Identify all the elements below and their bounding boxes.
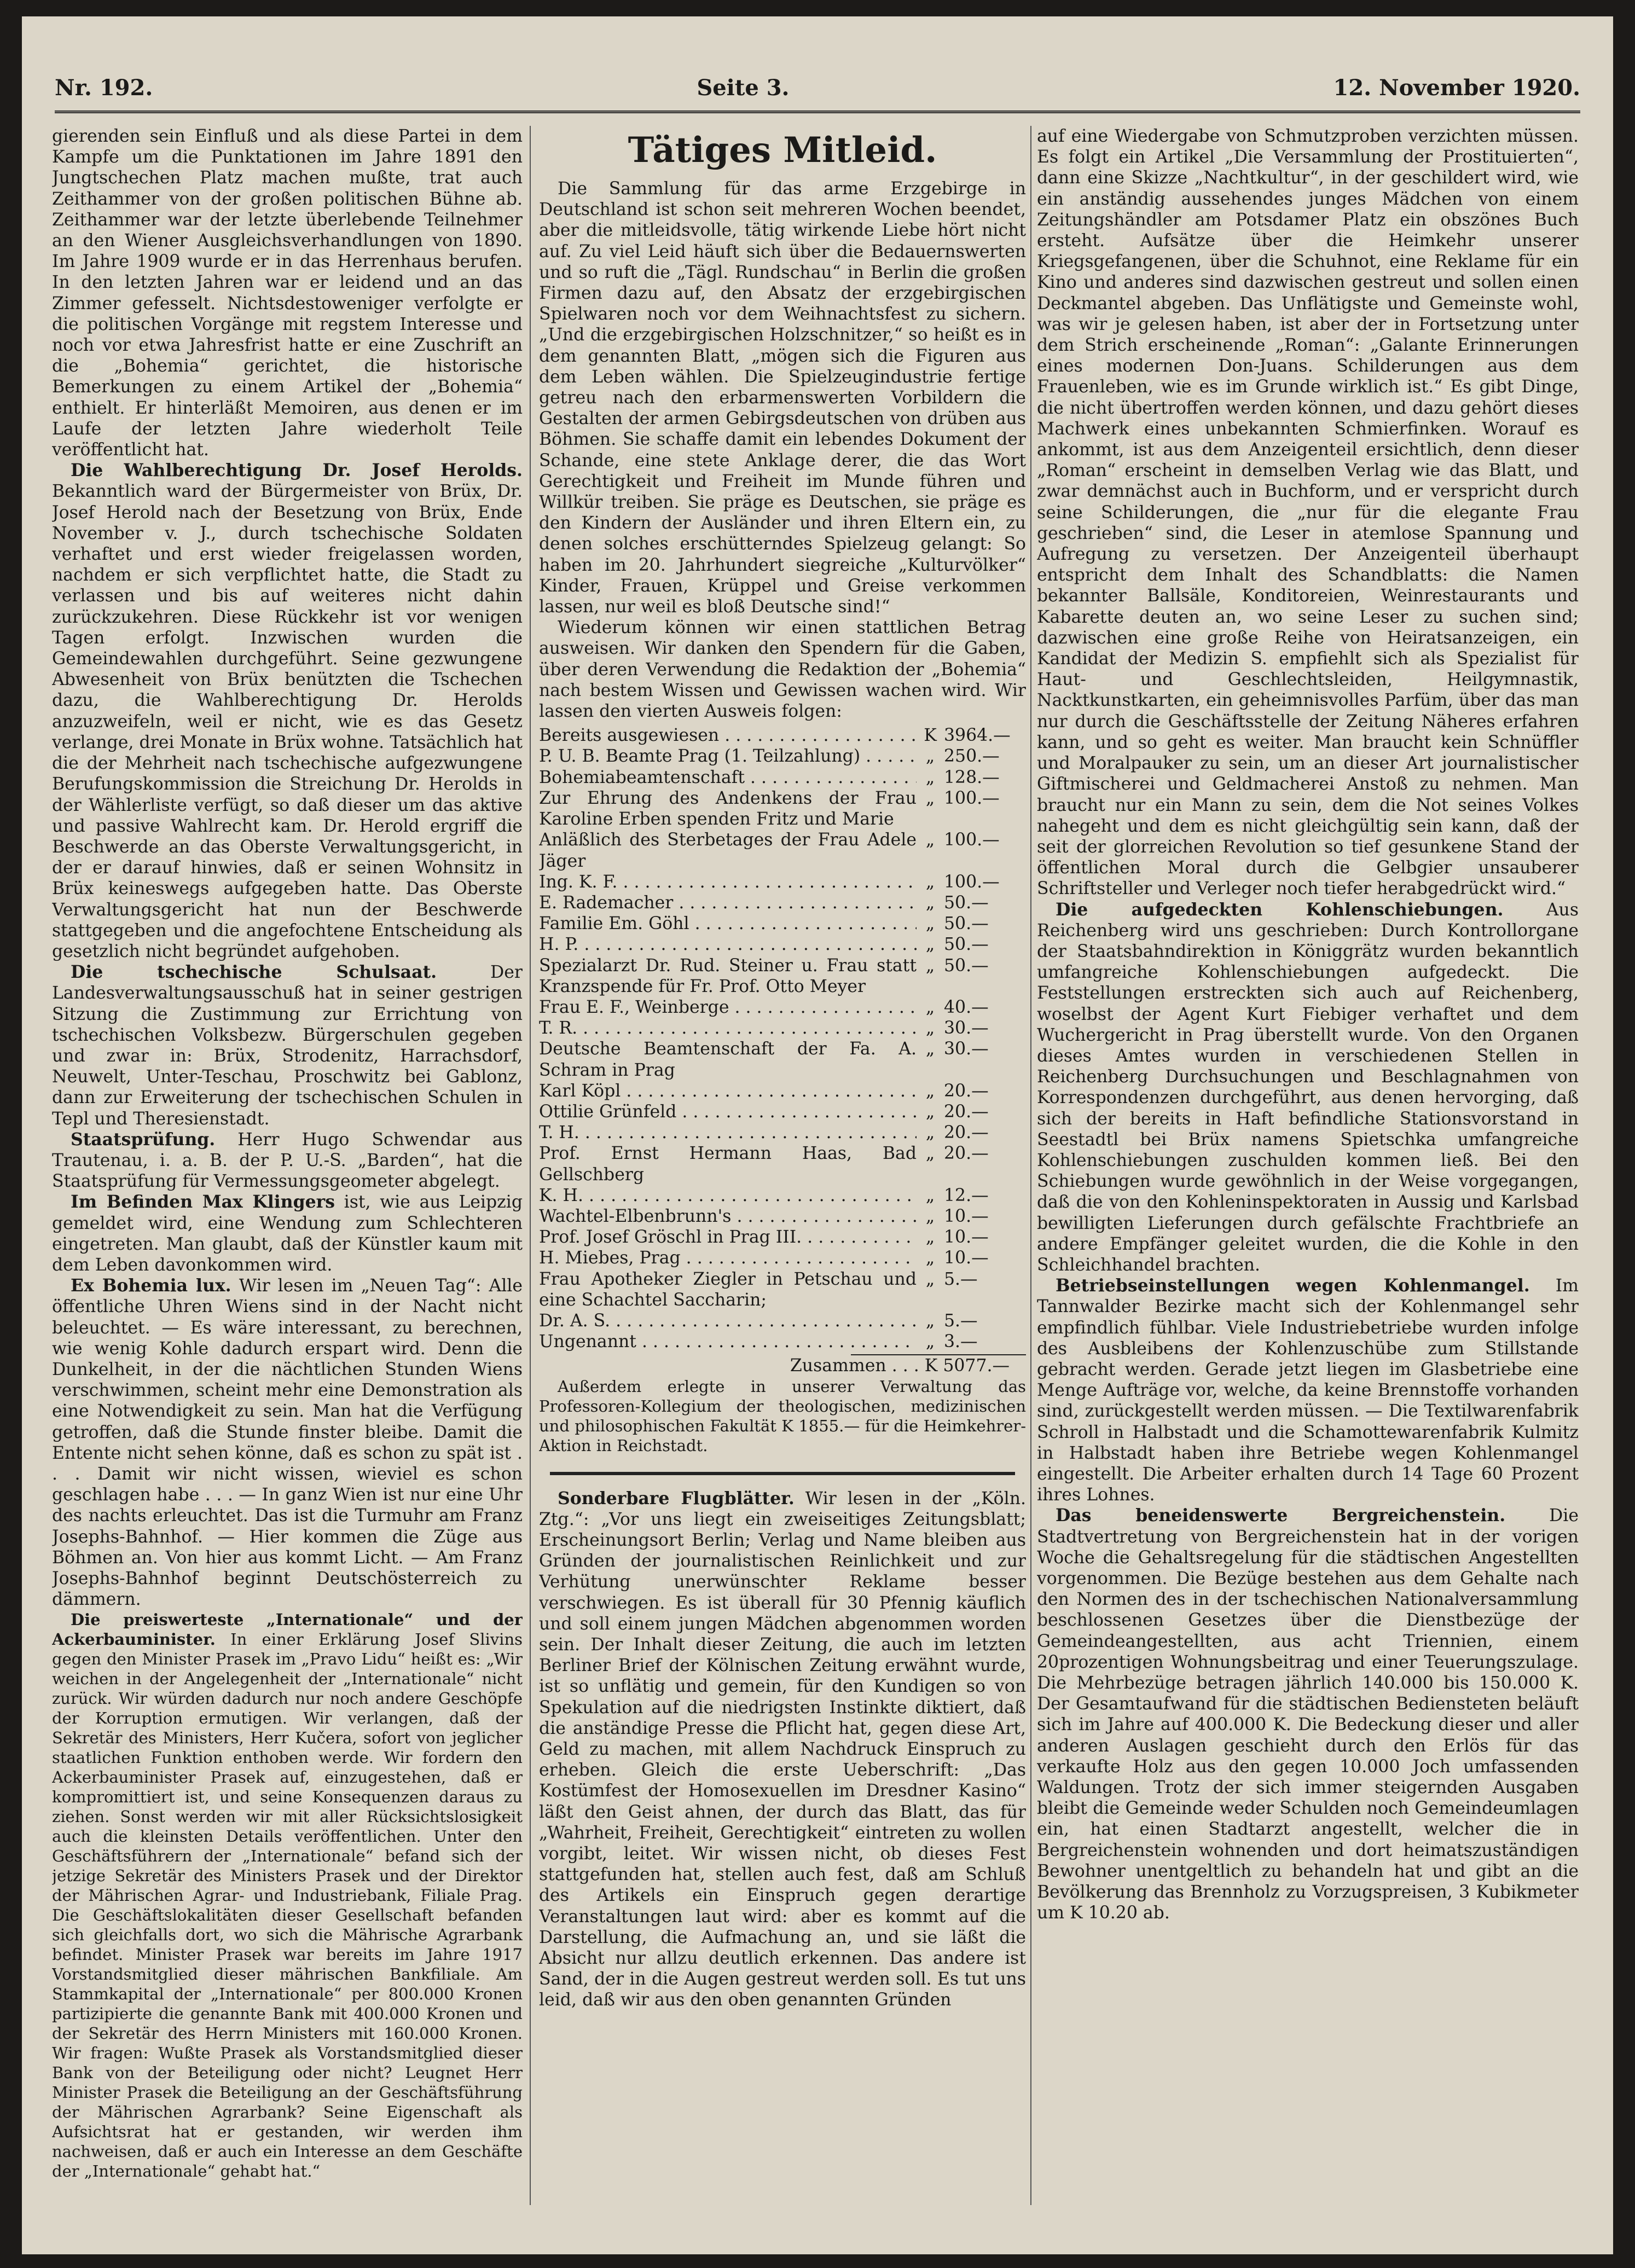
article-title: Tätiges Mitleid. — [628, 130, 937, 171]
page-number: Seite 3. — [697, 74, 790, 101]
article-zeithammer-end: gierenden sein Einfluß und als diese Partei in dem Kampfe um die Punktationen im Jahre 1891 den Jungtschechen Platz machen mußte, trat auch Zeithammer von der großen politischen Bühne ab. Zeithammer war der letzte überlebende Teilnehmer an den Wiener Ausgleichsverhandlungen von 1890. Im Jahre 1909 wurde er in das Herrenhaus berufen. In den letzten Jahren war er leidend und an das Zimmer gefesselt. Nichtsdestoweniger verfolgte er die politischen Vorgänge mit regstem Interesse und noch vor etwa Jahresfrist hatte er eine Zuschrift an die „Bohemia“ gerichtet, die historische Bemerkungen zu einem Artikel der „Bohemia“ enthielt. Er hinterläßt Memoiren, aus denen er im Laufe der letzten Jahre wiederholt Teile veröffentlicht hat. — [52, 126, 523, 460]
donor-name: Ungenannt . . . — [539, 1331, 917, 1352]
article-betriebseinstellungen — [1037, 1275, 1579, 1505]
donor-name: H. Miebes, Prag . . . — [539, 1248, 917, 1268]
donor-name: Dr. A. S. . . . — [539, 1310, 917, 1331]
donation-amount: 20.— — [944, 1101, 989, 1122]
currency-mark: „ — [925, 1248, 935, 1268]
issue-number: Nr. 192. — [55, 74, 153, 101]
currency-mark: „ — [925, 1018, 935, 1039]
donation-row — [539, 1081, 1026, 1101]
donation-amount: 20.— — [944, 1123, 989, 1143]
article-flugblaetter-cont: auf eine Wiedergabe von Schmutzproben verzichten müssen. Es folgt ein Artikel „Die Versammlung der Prostituierten“, dann eine Skizze „Nachtkultur“, in der geschildert wird, wie ein anständig aussehendes junges Mädchen von einem Zeitungshändler am Potsdamer Platz ein obszönes Buch ersteht. Aufsätze über die Heimkehr unserer Kriegsgefangenen, über die Schuhnot, eine Reklame für ein Kino und anderes sind dazwischen gestreut und sollen einen Deckmantel abgeben. Das Unflätigste und Gemeinste wohl, was wir je gelesen haben, ist aber der in Fortsetzung unter dem Strich erscheinende „Roman“: „Galante Erinnerungen eines modernen Don-Juans. Schilderungen aus dem Frauenleben, wie es im Grunde wirklich ist.“ Es gibt Dinge, die nicht übertroffen werden können, und dazu gehört dieses Machwerk eines unbekannten Schmierfinken. Worauf es ankommt, ist aus dem Anzeigenteil ersichtlich, denn dieser „Roman“ erscheint in demselben Verlag wie das Blatt, und zwar demnächst auch in Buchform, und er verspricht durch seine Schilderungen, die „nur für die elegante Frau geschrieben“ sind, die Leser in atemlose Spannung und Aufregung zu versetzen. Der Anzeigenteil überhaupt entspricht dem Inhalt des Schandblatts: die Namen bekannter Ballsäle, Konditoreien, Weinrestaurants und Kabarette deuten an, wo seine Leser zu suchen sind; dazwischen eine große Reihe von Heiratsanzeigen, ein Kandidat der Medizin S. empfiehlt sich als Spezialist für Haut- und Geschlechtsleiden, Heilgymnastik, Nacktkunstkarten, ein geheimnisvolles Parfüm, über das man nur durch die Geschäftsstelle der Zeitung Näheres erfahren kann, und so geht es weiter. Man braucht kein Schnüffler und Moralpauker zu sein, um an dieser Art journalistischer Giftmischerei und Geldmacherei Anstoß zu nehmen. Man braucht nur ein Mann zu sein, dem die Not seines Volkes nahegeht und dem es nicht gleichgültig sein kann, daß der seit der glorreichen Revolution so tief gesunkene Stand der öffentlichen Moral durch die Gelbgier unsauberer Schriftsteller und Verleger noch tiefer herabgedrückt wird.“ — [1037, 126, 1579, 899]
donation-row — [539, 1206, 1026, 1227]
donation-amount: 10.— — [944, 1248, 989, 1268]
donation-amount: 50.— — [944, 955, 989, 976]
column-left — [52, 126, 523, 2216]
donor-name: Deutsche Beamtenschaft der Fa. A. Schram in Prag — [539, 1039, 917, 1080]
donation-row — [539, 1248, 1026, 1268]
donation-row — [539, 1269, 1026, 1310]
body-kohlenschiebungen: Aus Reichenberg wird uns geschrieben: Durch Kontrollorgane der Staatsbahndirektion in Königgrätz wurden bekanntlich umfangreiche Kohlenschiebungen aufgedeckt. Die Feststellungen erstreckten sich auch auf Reichenberg, woselbst der Agent Kurt Fiebiger verhaftet und dem Wuchergericht in Prag überstellt wurde. Von den Organen dieses Amtes wurden in verschiedenen Stellen in Reichenberg Durchsuchungen und Beschlagnahmen von Korrespondenzen durchgeführt, aus denen hervorging, daß sich der bereits in Haft befindliche Stationsvorstand in Seestadtl bei Brüx namens Spietschka umfangreiche Kohlenschiebungen zuschulden kommen ließ. Bei den Schiebungen wurde gewöhnlich in der Weise vorgegangen, daß die von den Kohleninspektoraten in Aussig und Karlsbad bewilligten Lieferungen durch gefälschte Frachtbriefe an andere Empfänger geleitet wurden, die die Kohle in den Schleichhandel brachten. — [1037, 900, 1579, 1275]
currency-mark: „ — [925, 1081, 935, 1101]
currency-mark: „ — [925, 1206, 935, 1226]
donation-amount: 20.— — [944, 1081, 989, 1101]
donation-amount: 5.— — [944, 1269, 978, 1289]
header-rule — [55, 111, 1580, 113]
donor-name: Frau E. F., Weinberge . . . — [539, 997, 917, 1018]
currency-mark: „ — [925, 1039, 935, 1059]
donor-name: Anläßlich des Sterbetages der Frau Adele Jäger — [539, 830, 917, 871]
donation-total: Zusammen . . . K 5077.— — [790, 1356, 1010, 1376]
donation-row — [539, 1122, 1026, 1143]
donation-amount: 50.— — [944, 914, 989, 934]
donation-amount: 128.— — [944, 767, 1000, 787]
donation-amount: 3964.— — [944, 726, 1011, 746]
article-staatspruefung — [52, 1129, 523, 1192]
headline-bergreichenstein: Das beneidenswerte Bergreichenstein. — [1056, 1505, 1506, 1526]
body-staatspruefung: Herr Hugo Schwendar aus Trautenau, i. a. B. der P. U.-S. „Barden“, hat die Staatsprüfung für Vermessungsgeometer abgelegt. — [52, 1129, 523, 1192]
donation-amount: 100.— — [944, 788, 1000, 808]
article-professoren: Außerdem erlegte in unserer Verwaltung das Professoren-Kollegium der theologischen, medizinischen und philosophischen Fakultät K 1855.— für die Heimkehrer-Aktion in Reichstadt. — [539, 1377, 1026, 1455]
donation-amount: 50.— — [944, 892, 989, 913]
currency-mark: „ — [925, 997, 935, 1017]
donation-row — [539, 1310, 1026, 1331]
donor-name: K. H. . . . — [539, 1185, 917, 1206]
donation-amount: 100.— — [944, 830, 1000, 850]
newspaper-page — [22, 16, 1613, 2254]
column-rule-2 — [1030, 126, 1031, 2205]
donation-amount: 30.— — [944, 1018, 989, 1039]
column-rule-1 — [530, 126, 531, 2205]
donation-amount: 5.— — [944, 1310, 978, 1331]
currency-mark: „ — [925, 1144, 935, 1164]
donation-row — [539, 788, 1026, 830]
article-ex-bohemia — [52, 1275, 523, 1610]
headline-ex-bohemia: Ex Bohemia lux. — [71, 1275, 231, 1296]
donor-name: P. U. B. Beamte Prag (1. Teilzahlung) . . . — [539, 746, 917, 767]
donor-name: Wachtel-Elbenbrunn's . . . — [539, 1206, 917, 1227]
donation-row — [539, 767, 1026, 788]
article-mitleid-thanks: Wiederum können wir einen stattlichen Betrag ausweisen. Wir danken den Spendern für die Gaben, über deren Verwendung die Redaktion der „Bohemia“ nach bestem Wissen und Gewissen wachen wird. Wir lassen den vierten Ausweis folgen: — [539, 618, 1026, 722]
headline-schulsaat: Die tschechische Schulsaat. — [71, 962, 437, 983]
headline-internationale: Die preiswerteste „Internationale“ und der Ackerbauminister. — [52, 1610, 523, 1649]
donation-amount: 40.— — [944, 997, 989, 1017]
donation-amount: 250.— — [944, 746, 1000, 767]
currency-mark: „ — [925, 1123, 935, 1143]
issue-date: 12. November 1920. — [1333, 74, 1580, 101]
currency-mark: „ — [925, 746, 935, 767]
section-divider — [550, 1472, 1015, 1475]
donation-amount: 50.— — [944, 935, 989, 955]
currency-mark: „ — [925, 914, 935, 934]
headline-betriebseinstellungen: Betriebseinstellungen wegen Kohlenmangel. — [1056, 1275, 1530, 1296]
donor-name: Ottilie Grünfeld . . . — [539, 1101, 917, 1122]
donation-row — [539, 1101, 1026, 1122]
currency-mark: „ — [925, 830, 935, 850]
donation-amount: 10.— — [944, 1206, 989, 1226]
headline-klinger: Im Befinden Max Klingers — [71, 1192, 335, 1213]
donation-row — [539, 725, 1026, 746]
donation-row — [539, 1039, 1026, 1080]
donor-name: Zur Ehrung des Andenkens der Frau Karoline Erben spenden Fritz und Marie — [539, 788, 917, 830]
body-herold: Bekanntlich ward der Bürgermeister von Brüx, Dr. Josef Herold nach der Besetzung von Brüx, Ende November v. J., durch tschechische Soldaten verhaftet und erst wieder freigelassen worden, nachdem er sich verpflichtet hatte, die Stadt zu verlassen und bis auf weiteres nicht dahin zurückzukehren. Diese Rückkehr ist vor wenigen Tagen erfolgt. Inzwischen wurden die Gemeindewahlen durchgeführt. Seine gezwungene Abwesenheit von Brüx benützten die Tschechen dazu, die Wahlberechtigung Dr. Herolds anzuzweifeln, weil er nicht, wie es das Gesetz verlange, drei Monate in Brüx wohne. Tatsächlich hat die der Mehrheit nach tschechische aufgezwungene Berufungskommission die Streichung Dr. Herolds in der Wählerliste verfügt, so daß dieser um das aktive und passive Wahlrecht kam. Dr. Herold ergriff die Beschwerde an das Oberste Verwaltungsgericht, in der er darauf hinwies, daß er seinen Wohnsitz in Brüx keineswegs aufgegeben hatte. Das Oberste Verwaltungsgericht hat nun der Beschwerde stattgegeben und die angefochtene Entscheidung als gesetzlich nicht begründet aufgehoben. — [52, 482, 523, 961]
article-internationale — [52, 1610, 523, 2181]
donation-amount: 10.— — [944, 1227, 989, 1248]
article-kohlenschiebungen — [1037, 900, 1579, 1276]
donor-name: Prof. Ernst Hermann Haas, Bad Gellschberg — [539, 1144, 917, 1185]
donation-row — [539, 872, 1026, 892]
headline-herold: Die Wahlberechtigung Dr. Josef Herolds. — [71, 460, 523, 481]
headline-kohlenschiebungen: Die aufgedeckten Kohlenschiebungen. — [1056, 899, 1504, 920]
page-header — [55, 68, 1580, 107]
donation-row — [539, 746, 1026, 767]
currency-mark: „ — [925, 935, 935, 955]
donation-amount: 20.— — [944, 1144, 989, 1164]
donation-row — [539, 913, 1026, 934]
column-middle — [539, 126, 1026, 2216]
donor-name: Ing. K. F. . . . — [539, 872, 917, 892]
donation-amount: 12.— — [944, 1185, 989, 1205]
column-right — [1037, 126, 1579, 2216]
donor-name: Bereits ausgewiesen . . . — [539, 725, 917, 746]
donation-list — [539, 725, 1026, 1352]
donation-row — [539, 934, 1026, 955]
body-internationale: In einer Erklärung Josef Slivins gegen den Minister Prasek im „Pravo Lidu“ heißt es: „Wir weichen in der Angelegenheit der „Internationale“ nicht zurück. Wir würden dadurch nur noch andere Geschöpfe der Korruption ermutigen. Wir verlangen, daß der Sekretär des Ministers, Herr Kučera, sofort von jeglicher staatlichen Funktion enthoben werde. Wir fordern den Ackerbauminister Prasek auf, einzugestehen, daß er kompromittiert ist, und seine Konsequenzen daraus zu ziehen. Sonst werden wir mit aller Rücksichtslosigkeit auch die kleinsten Details veröffentlichen. Unter den Geschäftsführern der „Internationale“ befand sich der jetzige Sekretär des Ministers Prasek und der Direktor der Mährischen Agrar- und Industriebank, Filiale Prag. Die Geschäftslokalitäten dieser Gesellschaft befanden sich gleichfalls dort, wo sich die Mährische Agrarbank befindet. Minister Prasek war bereits im Jahre 1917 Vorstandsmitglied dieser mährischen Bankfiliale. Am Stammkapital der „Internationale“ per 800.000 Kronen partizipierte die genannte Bank mit 400.000 Kronen und der Sekretär des Herrn Ministers mit 160.000 Kronen. Wir fragen: Wußte Prasek als Vorstandsmitglied dieser Bank von der Beteiligung oder nicht? Leugnet Herr Minister Prasek die Beteiligung an der Geschäftsführung der Mährischen Agrarbank? Seine Eigenschaft als Aufsichtsrat hat er gestanden, wir werden ihm nachweisen, daß er auch ein Interesse an dem Geschäfte der „Internationale“ gehabt hat.“ — [52, 1630, 523, 2181]
donor-name: E. Rademacher . . . — [539, 892, 917, 913]
donor-name: Karl Köpl . . . — [539, 1081, 917, 1101]
donation-row — [539, 1018, 1026, 1039]
donation-row — [539, 1227, 1026, 1248]
currency-mark: „ — [925, 767, 935, 787]
headline-flugblaetter: Sonderbare Flugblätter. — [558, 1488, 795, 1509]
article-schulsaat — [52, 962, 523, 1129]
donation-row — [539, 892, 1026, 913]
body-ex-bohemia: Wir lesen im „Neuen Tag“: Alle öffentliche Uhren Wiens sind in der Nacht nicht beleuchtet. — Es wäre interessant, zu berechnen, wie wenig Kohle dadurch erspart wird. Denn die Dunkelheit, in der die nächtlichen Stunden Wiens verschwimmen, scheint mehr eine Demonstration als eine Notwendigkeit zu sein. Man hat die Verfügung getroffen, daß die Stunde finster bleibe. Damit die Entente nicht sehen könne, daß es schon zu spät ist . . . Damit wir nicht wissen, wieviel es schon geschlagen habe . . . — In ganz Wien ist nur eine Uhr des nachts erleuchtet. Das ist die Turmuhr am Franz Josephs-Bahnhof. — Hier kommen die Züge aus Böhmen an. Von hier aus kommt Licht. — Am Franz Josephs-Bahnhof beginnt Deutschösterreich zu dämmern. — [52, 1276, 523, 1610]
currency-mark: „ — [925, 1227, 935, 1248]
donor-name: T. H. . . . — [539, 1122, 917, 1143]
donor-name: Bohemiabeamtenschaft . . . — [539, 767, 917, 788]
donation-amount: 100.— — [944, 872, 1000, 892]
article-mitleid-intro: Die Sammlung für das arme Erzgebirge in Deutschland ist schon seit mehreren Wochen beendet, aber die mitleidsvolle, tätig wirkende Liebe hört nicht auf. Zu viel Leid häuft sich über die Bedauernswerten und so ruft die „Tägl. Rundschau“ in Berlin die großen Firmen dazu auf, den Absatz der erzgebirgischen Spielwaren noch vor dem Weihnachtsfest zu sichern. „Und die erzgebirgischen Holzschnitzer,“ so heißt es in dem genannten Blatt, „mögen sich die Figuren aus dem Leben wählen. Die Spielzeugindustrie fertige getreu nach den erbarmenswerten Vorbildern die Gestalten der armen Gebirgsdeutschen von drüben aus Böhmen. Sie schaffe damit ein lebendes Dokument der Schande, eine stete Anklage derer, die das Wort Gerechtigkeit und Freiheit im Munde führen und Willkür treiben. Sie präge es Deutschen, sie präge es den Kindern der Ausländer und ihren Eltern ein, zu denen solches erschütterndes Spielzeug gelangt: So haben im 20. Jahrhundert siegreiche „Kulturvölker“ Kinder, Frauen, Krüppel und Greise verkommen lassen, nur weil es bloß Deutsche sind!“ — [539, 179, 1026, 617]
donor-name: Spezialarzt Dr. Rud. Steiner u. Frau statt Kranzspende für Fr. Prof. Otto Meyer — [539, 955, 917, 996]
donor-name: H. P. . . . — [539, 934, 917, 955]
body-flugblaetter: Wir lesen in der „Köln. Ztg.“: „Vor uns liegt ein zweiseitiges Zeitungsblatt; Erscheinungsort Berlin; Verlag und Name bleiben aus Gründen der journalistischen Reinlichkeit und zur Verhütung unerwünschter Reklame besser verschwiegen. Es ist überall für 30 Pfennig käuflich und soll einem jungen Mädchen abgenommen worden sein. Der Inhalt dieser Zeitung, die auch im letzten Berliner Brief der Kölnischen Zeitung erwähnt wurde, ist so unflätig und gemein, für den Kundigen so von Spekulation auf die niedrigsten Instinkte diktiert, daß die anständige Presse die Pflicht hat, gegen diese Art, Geld zu machen, mit allem Nachdruck Einspruch zu erheben. Gleich die erste Ueberschrift: „Das Kostümfest der Homosexuellen im Dresdner Kasino“ läßt den Geist ahnen, der durch das Blatt, das für „Wahrheit, Freiheit, Gerechtigkeit“ eintreten zu wollen vorgibt, leitet. Wir wissen nicht, ob dieses Fest stattgefunden hat, stellen auch fest, daß am Schluß des Artikels ein Einspruch gegen derartige Veranstaltungen laut wird: aber es kommt auf die Darstellung, die Aufmachung an, und sie läßt die Absicht nur allzu deutlich erkennen. Das andere ist Sand, der in die Augen gestreut werden soll. Es tut uns leid, daß wir aus den oben genannten Gründen — [539, 1488, 1026, 2010]
article-flugblaetter — [539, 1488, 1026, 2011]
currency-mark: „ — [925, 872, 935, 892]
currency-mark: „ — [925, 1269, 935, 1289]
donation-amount: 30.— — [944, 1039, 989, 1059]
donor-name: T. R. . . . — [539, 1018, 917, 1039]
donation-row — [539, 1331, 1026, 1352]
currency-mark: „ — [925, 1332, 935, 1352]
donation-row — [539, 997, 1026, 1018]
currency-mark: „ — [925, 788, 935, 808]
currency-mark: „ — [925, 1310, 935, 1331]
currency-mark: „ — [925, 1101, 935, 1122]
donation-row — [539, 1185, 1026, 1206]
donation-row — [539, 830, 1026, 871]
article-herold — [52, 460, 523, 962]
currency-mark: „ — [925, 892, 935, 913]
headline-staatspruefung: Staatsprüfung. — [71, 1129, 216, 1150]
donation-amount: 3.— — [944, 1332, 978, 1352]
body-klinger: ist, wie aus Leipzig gemeldet wird, eine Wendung zum Schlechteren eingetreten. Man glaubt, daß der Künstler kaum mit dem Leben davonkommen wird. — [52, 1192, 523, 1275]
currency-mark: „ — [925, 1185, 935, 1205]
donation-row — [539, 1143, 1026, 1185]
donor-name: Familie Em. Göhl . . . — [539, 913, 917, 934]
body-bergreichenstein: Die Stadtvertretung von Bergreichenstein hat in der vorigen Woche die Gehaltsregelung für die städtischen Angestellten vorgenommen. Die Bezüge bestehen aus dem Gehalte nach den Normen des in der tschechischen Nationalversammlung beschlossenen Gesetzes über die Dienstbezüge der Gemeindeangestellten, aus acht Triennien, einem 20prozentigen Wohnungsbeitrag und einer Teuerungszulage. Die Mehrbezüge betragen jährlich 140.000 bis 150.000 K. Der Gesamtaufwand für die städtischen Bediensteten beläuft sich im Jahre auf 400.000 K. Die Bedeckung dieser und aller anderen Auslagen geschieht durch den Erlös für das verkaufte Holz aus den gegen 10.000 Joch umfassenden Waldungen. Trotz der sich immer steigernden Ausgaben bleibt die Gemeinde weder Schulden noch Gemeindeumlagen ein, hat einen Stadtarzt angestellt, welcher die in Bergreichenstein wohnenden und dort heimatszuständigen Bewohner unentgeltlich zu behandeln hat und gibt an die Bevölkerung das Brennholz zu Vorzugspreisen, 3 Kubikmeter um K 10.20 ab. — [1037, 1506, 1579, 1923]
donation-row — [539, 955, 1026, 997]
donor-name: Frau Apotheker Ziegler in Petschau und eine Schachtel Saccharin; — [539, 1269, 917, 1310]
currency-mark: K — [924, 726, 937, 746]
body-betriebseinstellungen: Im Tannwalder Bezirke macht sich der Kohlenmangel sehr empfindlich fühlbar. Viele Industriebetriebe wurden infolge des Ausbleibens der Kohlenzuschübe zum Stillstande gebracht werden. Gerade jetzt liegen im Glasbetriebe eine Menge Aufträge vor, welche, da keine Brennstoffe vorhanden sind, zurückgestellt werden müssen. — Die Textilwarenfabrik Schroll in Halbstadt und die Schamottewarenfabrik Kulmitz in Halbstadt haben ihre Betriebe wegen Kohlenmangel eingestellt. Die Arbeiter erhalten durch 14 Tage 60 Prozent ihres Lohnes. — [1037, 1276, 1579, 1505]
body-schulsaat: Der Landesverwaltungsausschuß hat in seiner gestrigen Sitzung die Zustimmung zur Errichtung von tschechischen Volksbezw. Bürgerschulen gegeben und zwar in: Brüx, Strodenitz, Harrachsdorf, Neuwelt, Unter-Teschau, Proschwitz bei Gablonz, dann zur Erweiterung der tschechischen Schulen in Tepl und Theresienstadt. — [52, 962, 523, 1129]
currency-mark: „ — [925, 955, 935, 976]
article-klinger — [52, 1192, 523, 1275]
article-bergreichenstein — [1037, 1505, 1579, 1923]
donor-name: Prof. Josef Gröschl in Prag III. . . . — [539, 1227, 917, 1248]
